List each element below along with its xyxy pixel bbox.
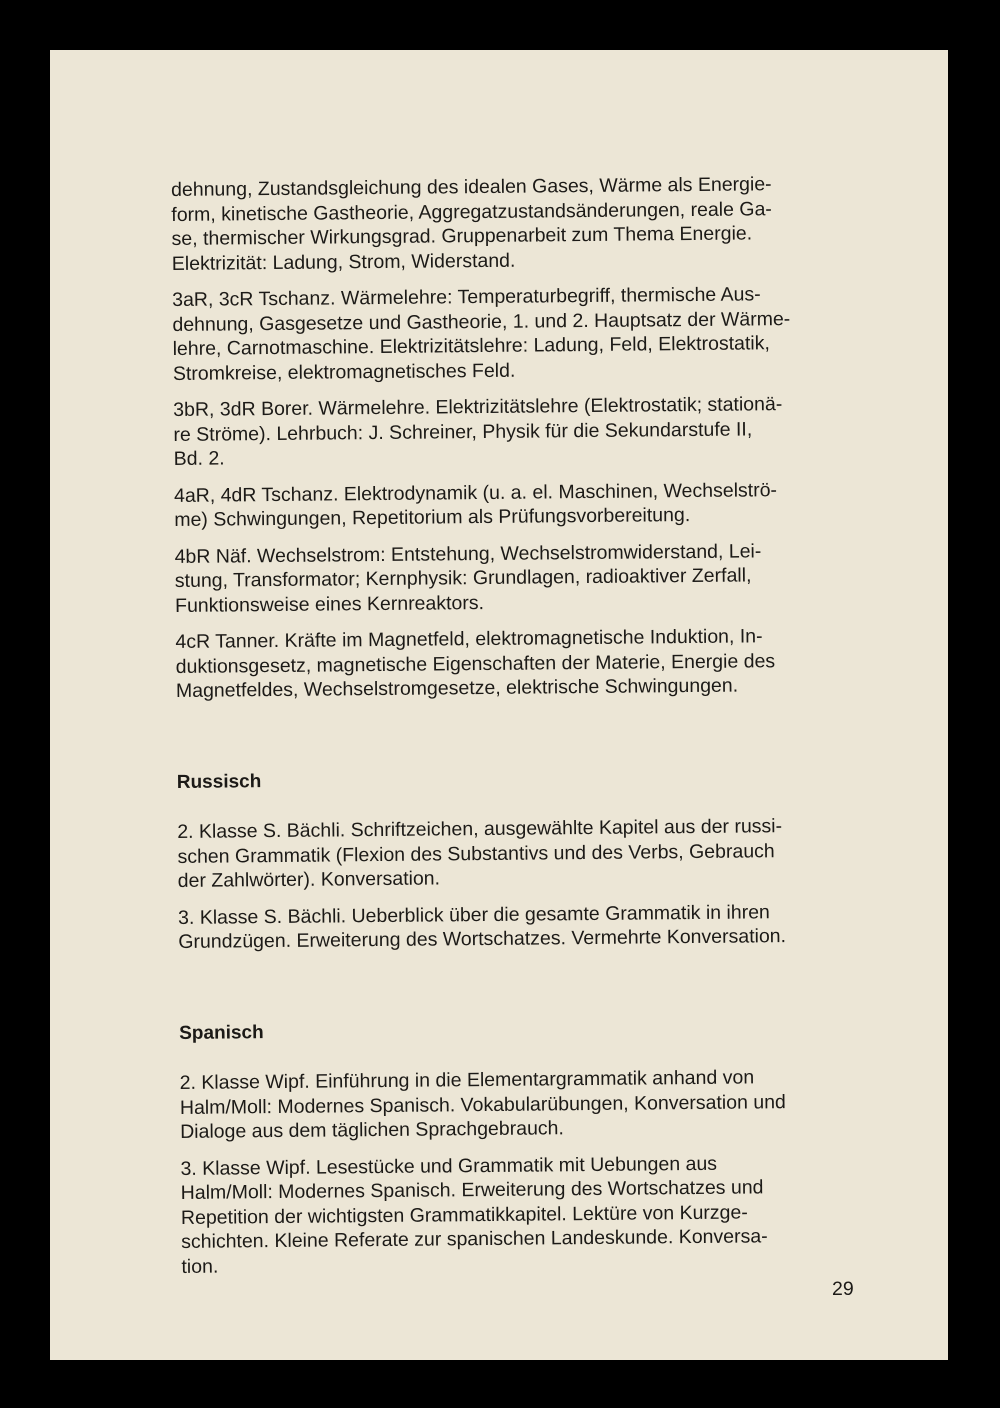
text-line: me) Schwingungen, Repetitorium als Prüfungsvorbereitung. — [174, 504, 691, 531]
page-number: 29 — [832, 1278, 854, 1300]
text-line: 3. Klasse Wipf. Lesestücke und Grammatik mit Uebungen aus — [180, 1152, 718, 1180]
physics-section — [171, 171, 866, 703]
text-line: der Zahlwörter). Konversation. — [177, 867, 441, 892]
spanisch-paragraph-2 — [180, 1150, 871, 1279]
text-line: Bd. 2. — [173, 447, 225, 470]
physics-paragraph-6 — [175, 623, 866, 703]
text-line: form, kinetische Gastheorie, Aggregatzustandsänderungen, reale Ga- — [171, 197, 772, 226]
text-line: 4bR Näf. Wechselstrom: Entstehung, Wechselstromwiderstand, Lei- — [174, 539, 762, 568]
document-page — [50, 50, 948, 1360]
text-line: 3bR, 3dR Borer. Wärmelehre. Elektrizitätslehre (Elektrostatik; stationä- — [173, 393, 783, 421]
text-line: 3aR, 3cR Tschanz. Wärmelehre: Temperaturbegriff, thermische Aus- — [172, 283, 761, 311]
text-line: 2. Klasse Wipf. Einführung in die Elementargrammatik anhand von — [179, 1066, 755, 1094]
text-line: se, thermischer Wirkungsgrad. Gruppenarbeit zum Thema Energie. — [171, 222, 753, 250]
physics-paragraph-3 — [173, 391, 864, 471]
text-line: schen Grammatik (Flexion des Substantivs und des Verbs, Gebrauch — [177, 839, 775, 868]
physics-paragraph-2 — [172, 281, 863, 386]
section-spacer — [179, 960, 869, 1022]
text-line: Stromkreise, elektromagnetisches Feld. — [172, 359, 516, 385]
text-line: 2. Klasse S. Bächli. Schriftzeichen, ausgewählte Kapitel aus der russi- — [177, 815, 783, 843]
russisch-paragraph-2 — [178, 899, 868, 955]
text-line: 4aR, 4dR Tschanz. Elektrodynamik (u. a. el. Maschinen, Wechselströ- — [173, 478, 778, 507]
text-line: tion. — [181, 1255, 219, 1278]
text-line: Halm/Moll: Modernes Spanisch. Erweiterung des Wortschatzes und — [180, 1176, 764, 1204]
text-line: 3. Klasse S. Bächli. Ueberblick über die gesamte Grammatik in ihren — [177, 900, 770, 929]
section-heading-russisch: Russisch — [176, 770, 262, 793]
text-line: lehre, Carnotmaschine. Elektrizitätslehre: Ladung, Feld, Elektrostatik, — [172, 332, 770, 360]
spanisch-section — [179, 1015, 871, 1279]
text-line: dehnung, Gasgesetze und Gastheorie, 1. und 2. Hauptsatz der Wärme- — [172, 307, 791, 336]
text-line: Repetition der wichtigsten Grammatikkapitel. Lektüre von Kurzge- — [180, 1201, 748, 1229]
text-line: schichten. Kleine Referate zur spanischen Landeskunde. Konversa- — [181, 1225, 768, 1253]
physics-paragraph-4 — [174, 477, 864, 533]
text-line: Halm/Moll: Modernes Spanisch. Vokabularübungen, Konversation und — [179, 1090, 786, 1119]
russisch-paragraph-1 — [177, 813, 868, 893]
text-line: dehnung, Zustandsgleichung des idealen Gases, Wärme als Energie- — [171, 173, 772, 201]
page-content — [171, 171, 872, 1291]
russisch-section — [177, 764, 869, 955]
text-line: Dialoge aus dem täglichen Sprachgebrauch. — [180, 1117, 564, 1143]
text-line: Grundzügen. Erweiterung des Wortschatzes. Vermehrte Konversation. — [178, 925, 787, 953]
physics-paragraph-5 — [175, 538, 866, 618]
text-line: Magnetfeldes, Wechselstromgesetze, elektrische Schwingungen. — [175, 674, 739, 702]
physics-paragraph-1 — [171, 171, 862, 276]
text-line: 4cR Tanner. Kräfte im Magnetfeld, elektromagnetische Induktion, In- — [175, 625, 763, 653]
section-spacer — [176, 709, 866, 771]
text-line: Funktionsweise eines Kernreaktors. — [174, 591, 485, 617]
text-line: stung, Transformator; Kernphysik: Grundlagen, radioaktiver Zerfall, — [174, 564, 752, 592]
spanisch-paragraph-1 — [180, 1064, 871, 1144]
text-line: re Ströme). Lehrbuch: J. Schreiner, Physik für die Sekundarstufe II, — [173, 417, 753, 446]
text-line: Elektrizität: Ladung, Strom, Widerstand. — [171, 249, 516, 275]
text-line: duktionsgesetz, magnetische Eigenschaften der Materie, Energie des — [175, 649, 776, 678]
section-heading-spanisch: Spanisch — [179, 1021, 264, 1044]
